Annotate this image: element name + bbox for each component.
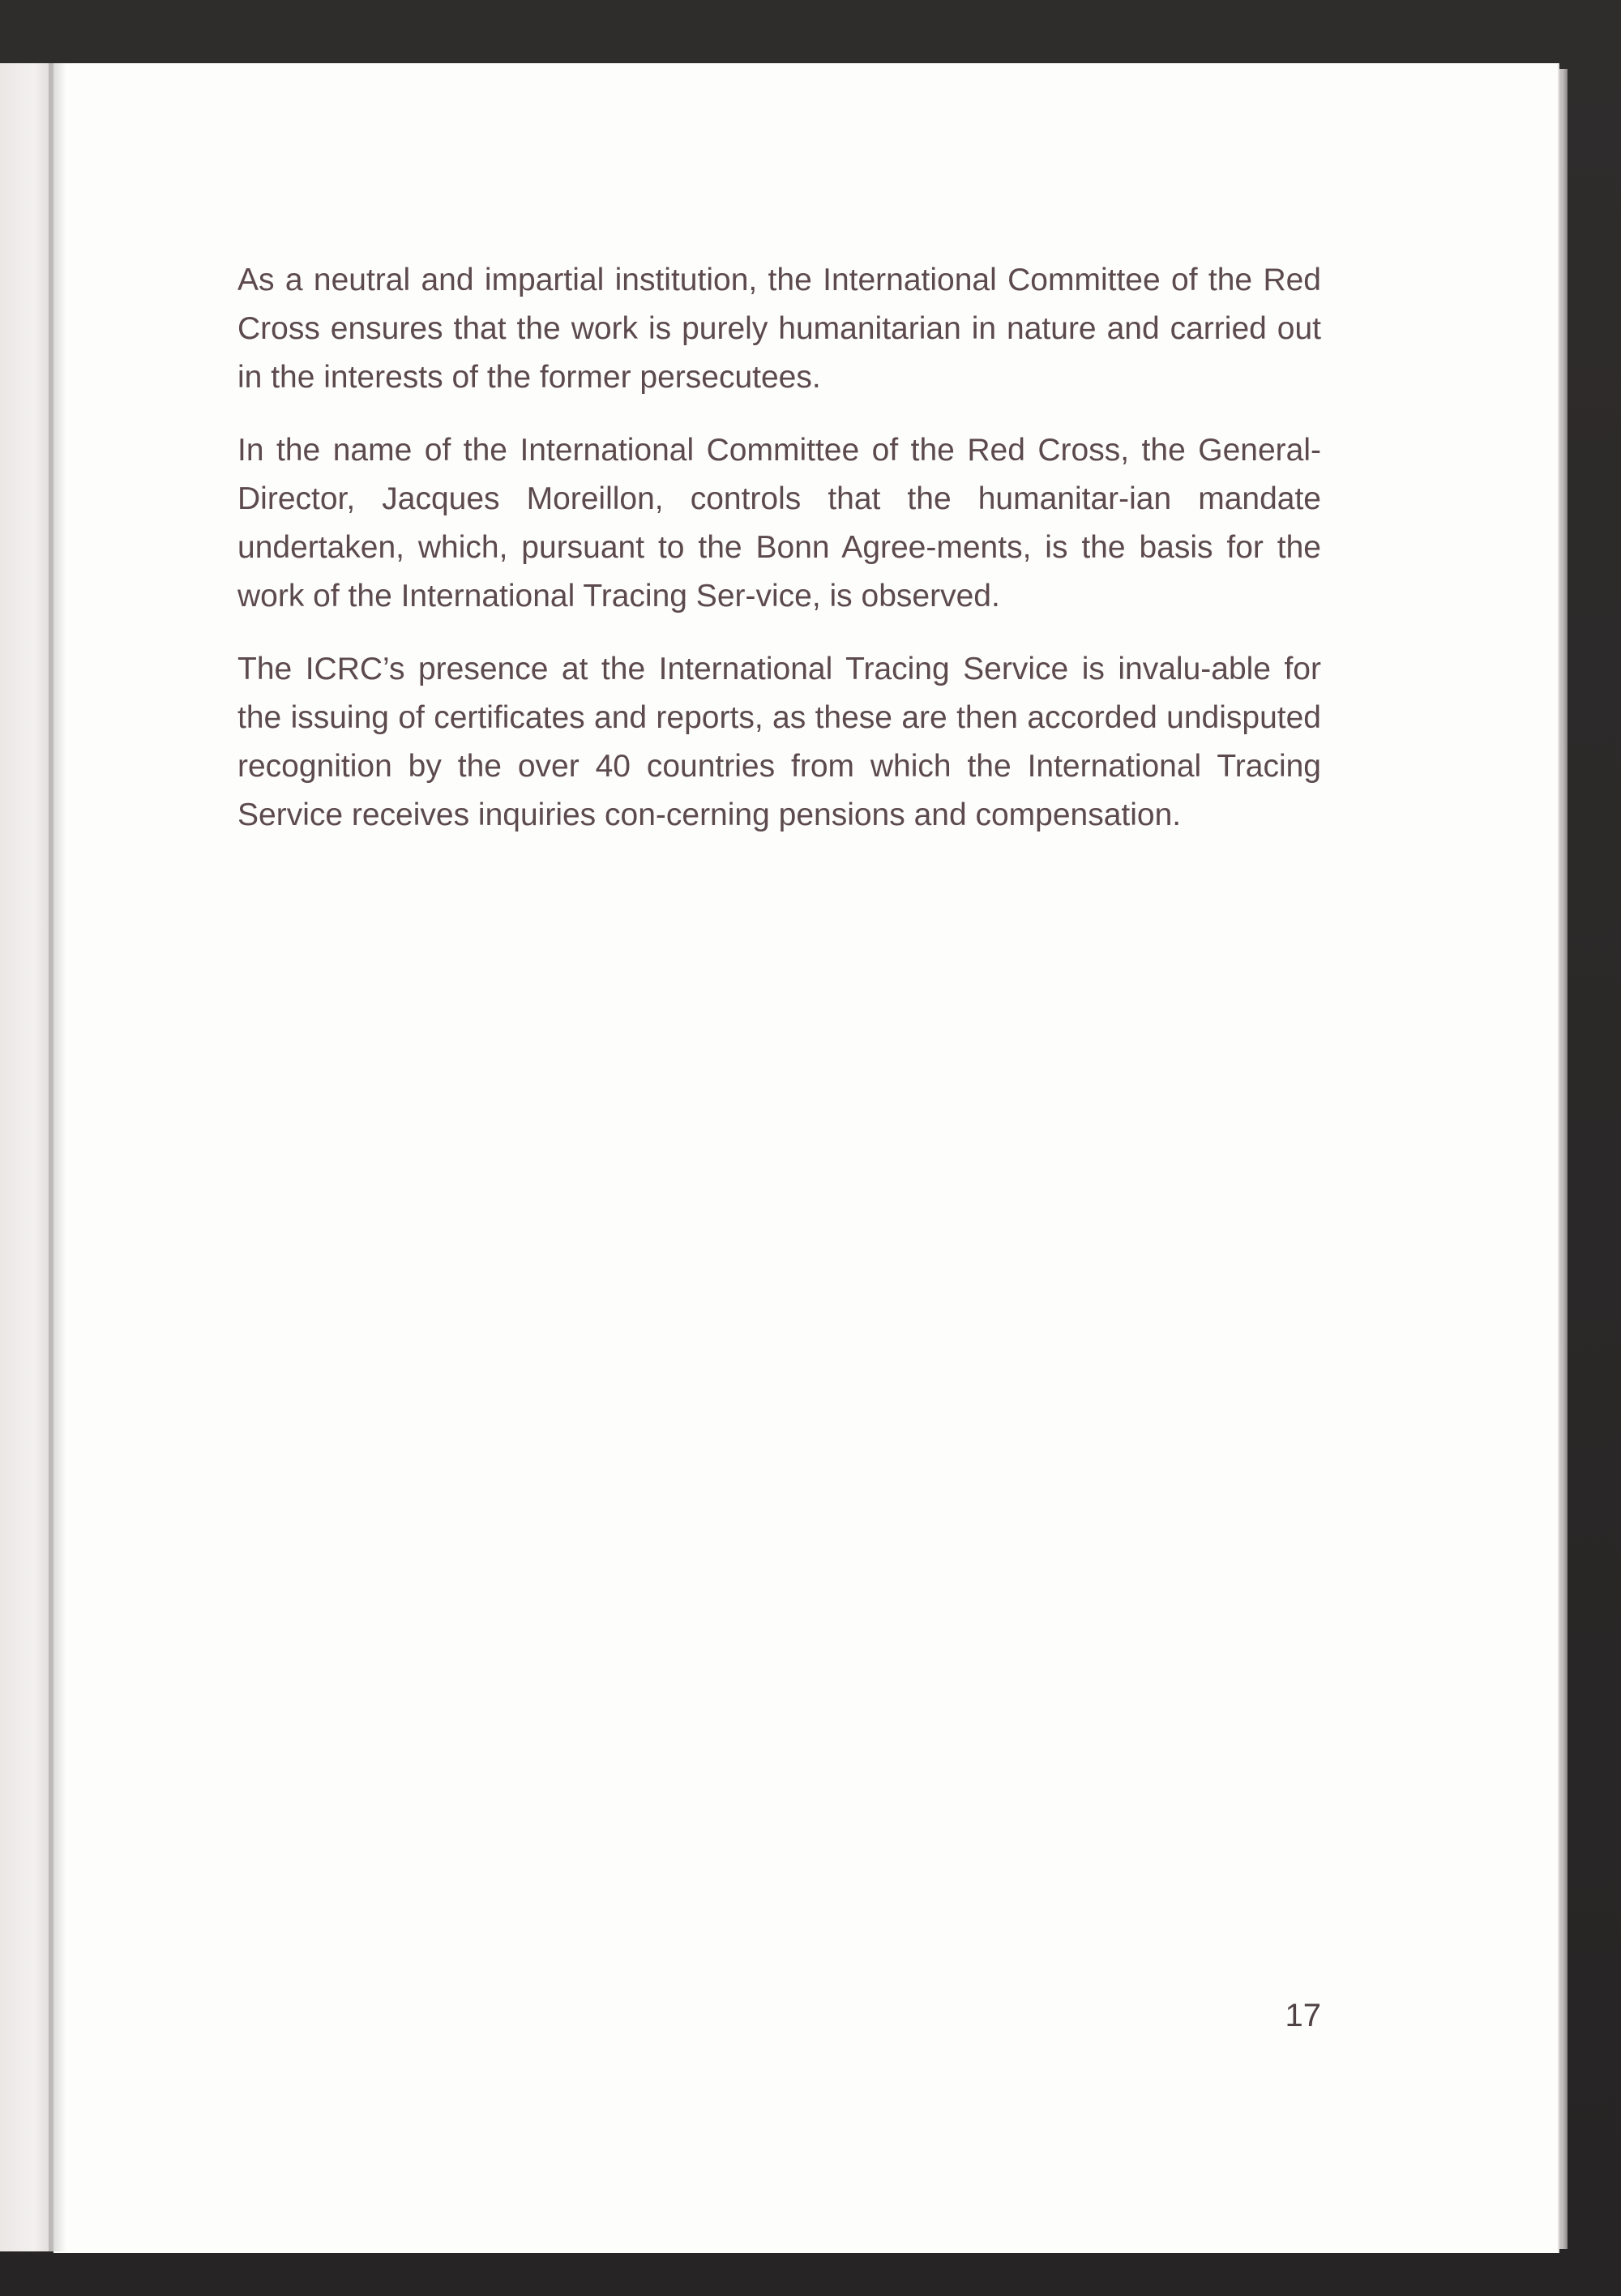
page-stack-edge <box>1556 69 1568 2249</box>
paragraph-general-director: In the name of the International Committee of the Red Cross, the General-Director, Jacques Moreillon, controls that the humanitar-ian mandate undertaken, which, pursuant to the Bonn Agree-ments, is the basis for the work of the International Tracing Ser-vice, is observed. <box>237 433 1321 614</box>
page-number: 17 <box>1285 1998 1321 2033</box>
gutter-shadow <box>49 63 66 2251</box>
paragraph-icrc-neutrality: As a neutral and impartial institution, the International Committee of the Red Cross ensures that the work is purely humanitarian in nature and carried out in the interests of the former persecutees. <box>237 263 1321 395</box>
body-text <box>237 256 1321 864</box>
paragraph-icrc-presence: The ICRC’s presence at the International Tracing Service is invalu-able for the issuing of certificates and reports, as these are then accorded undisputed recognition by the over 40 countries from which the International Tracing Service receives inquiries con-cerning pensions and compensation. <box>237 652 1321 832</box>
